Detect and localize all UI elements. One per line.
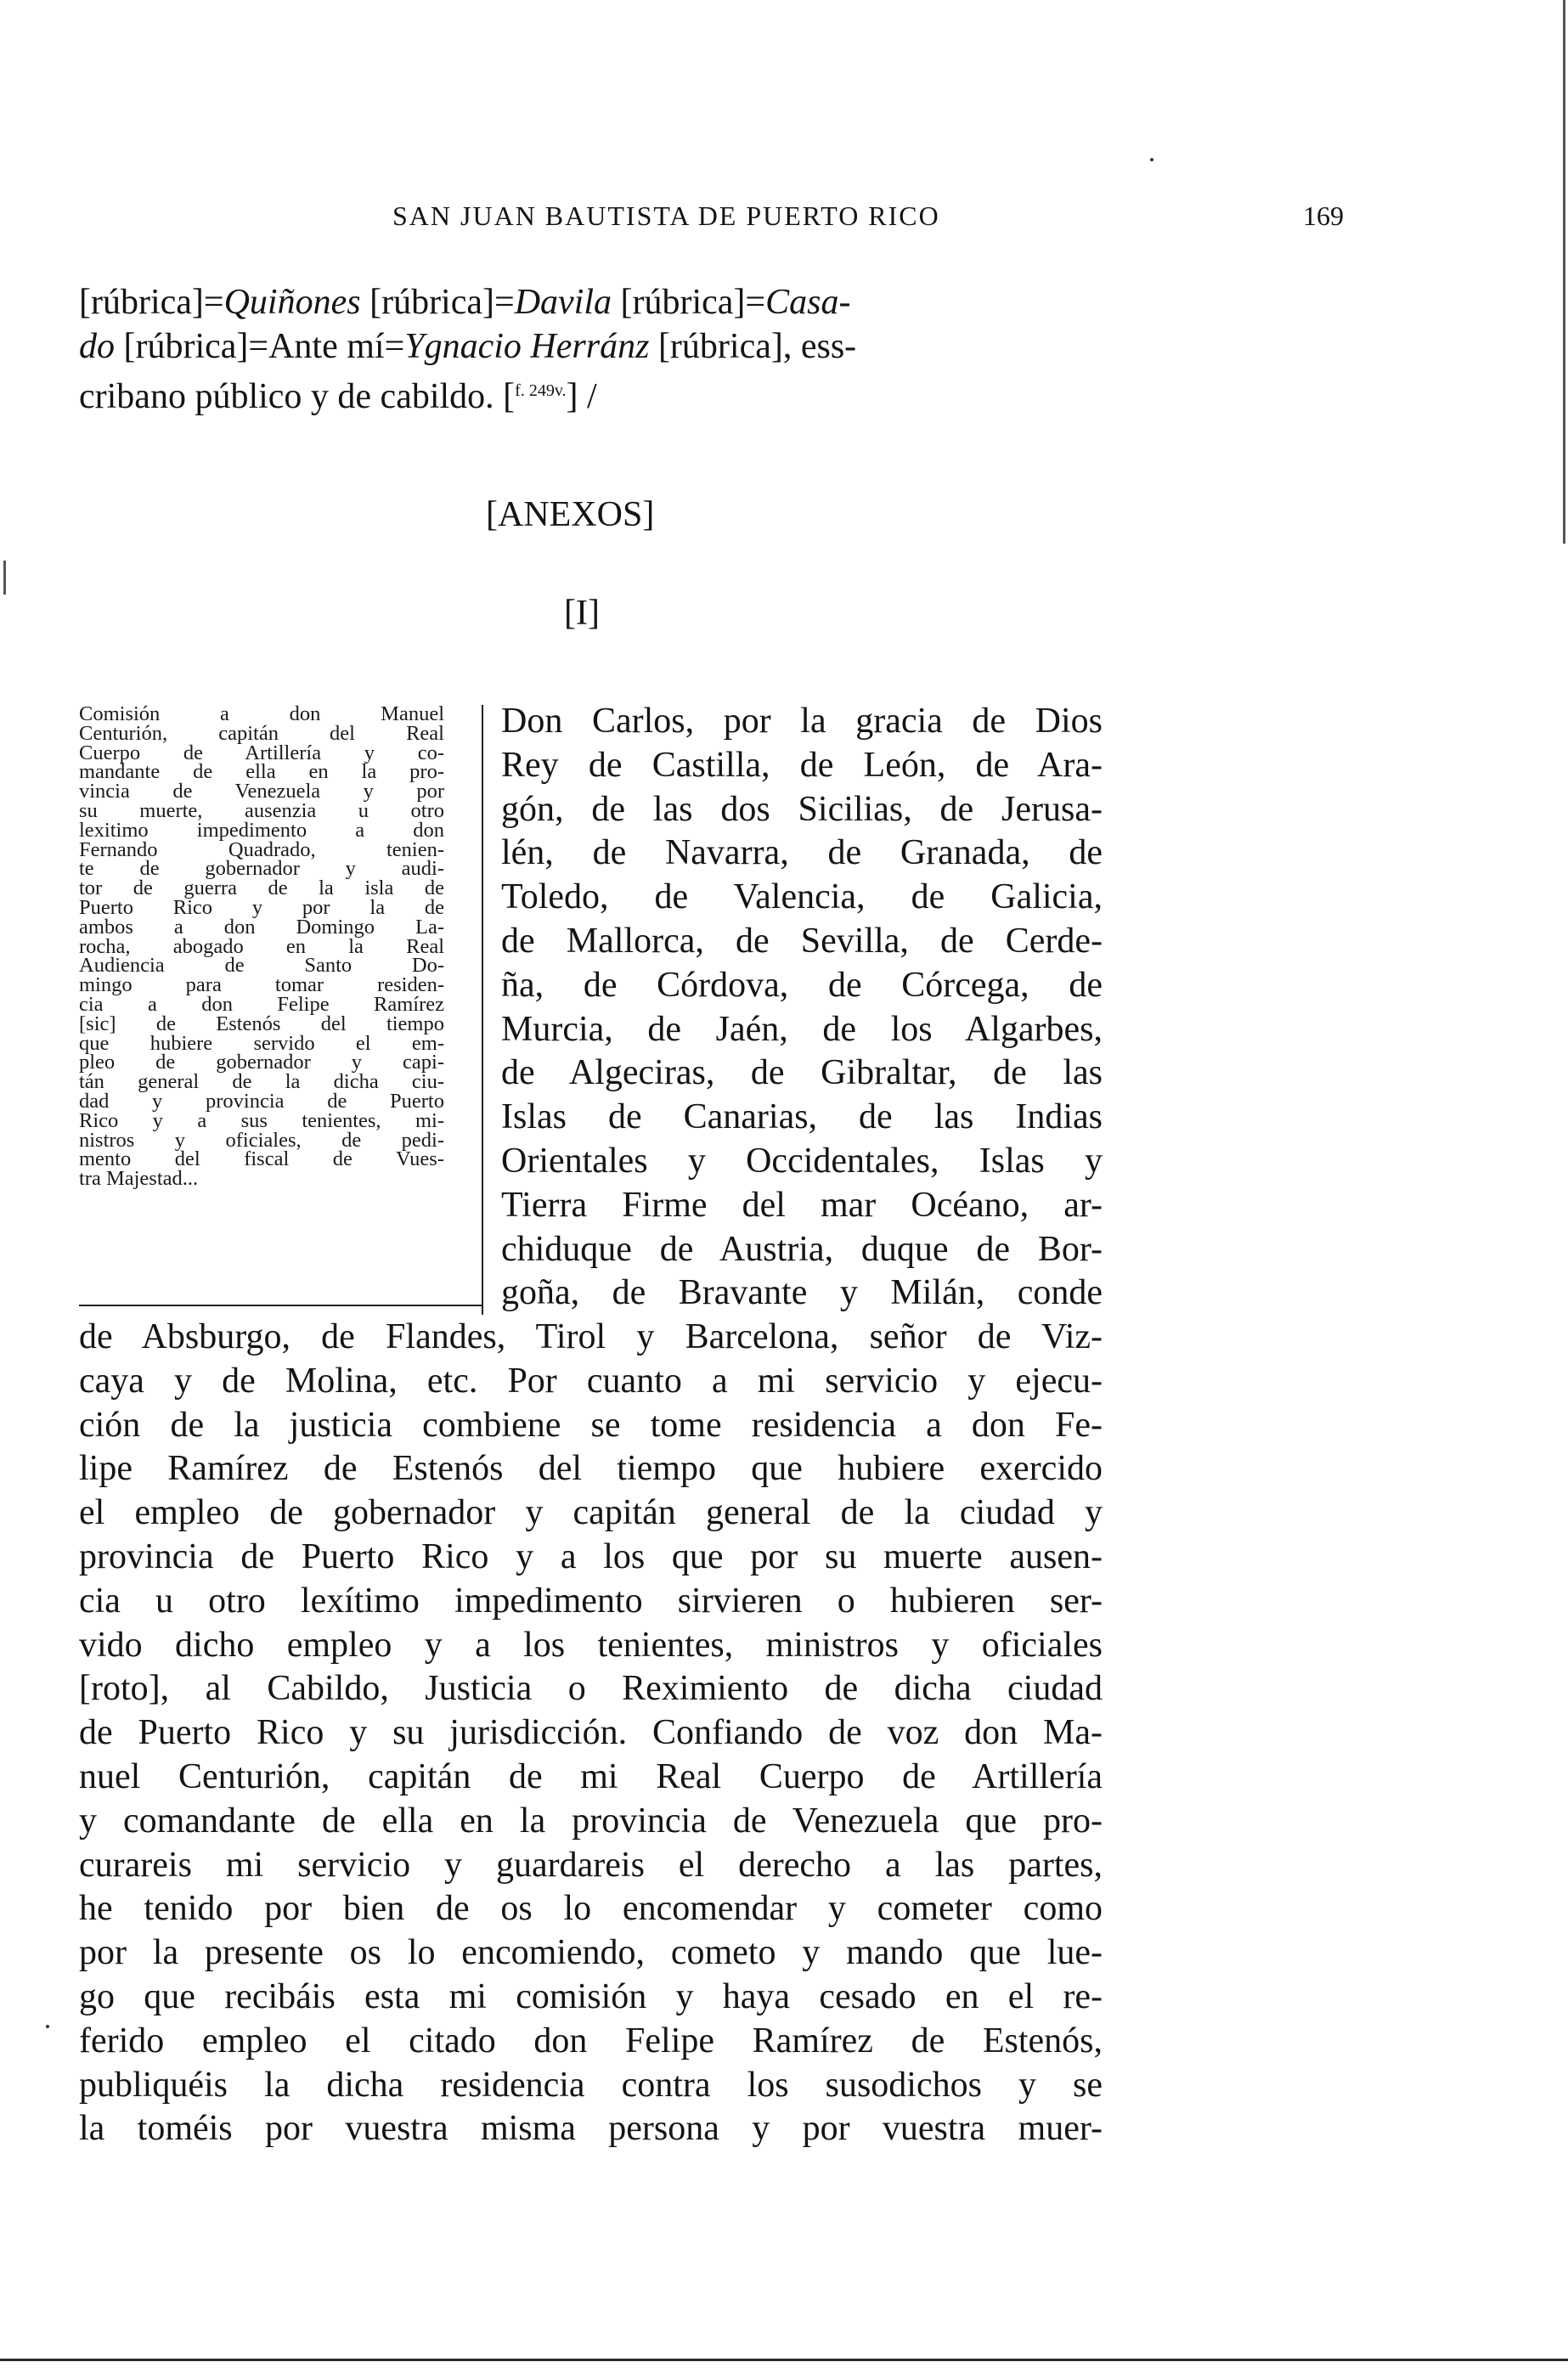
- signature-name: do: [79, 327, 115, 366]
- body-line: provincia de Puerto Rico y a los que por su muerte ausen-: [79, 1537, 1103, 1576]
- annex-number-heading: [I]: [564, 594, 600, 633]
- body-line: lipe Ramírez de Estenós del tiempo que hubiere exercido: [79, 1449, 1103, 1489]
- body-line: Tierra Firme del mar Océano, ar-: [501, 1185, 1103, 1225]
- sidenote-line: mandante de ella en la pro-: [79, 760, 444, 784]
- page-number: 169: [1303, 200, 1344, 231]
- sidenote-line: Cuerpo de Artillería y co-: [79, 741, 444, 764]
- body-line: go que recibáis esta mi comisión y haya cesado en el re-: [79, 1977, 1103, 2016]
- sidenote-line: Centurión, capitán del Real: [79, 721, 444, 745]
- sidenote-line: ambos a don Domingo La-: [79, 915, 444, 939]
- body-line: goña, de Bravante y Milán, conde: [501, 1273, 1103, 1313]
- page-bottom-rule: [0, 2359, 1568, 2361]
- marginal-summary: [79, 702, 444, 1191]
- body-line: publiquéis la dicha residencia contra los susodichos y se: [79, 2065, 1103, 2105]
- margin-dot: [1150, 158, 1153, 161]
- margin-dot: [46, 2025, 49, 2028]
- sidenote-line: mento del fiscal de Vues-: [79, 1147, 444, 1171]
- signature-name: Davila: [514, 283, 612, 322]
- sidenote-line: lexitimo impedimento a don: [79, 818, 444, 842]
- sidenote-line: su muerte, ausenzia u otro: [79, 798, 444, 822]
- body-line: Islas de Canarias, de las Indias: [501, 1097, 1103, 1137]
- sidenote-line: tra Majestad...: [79, 1167, 199, 1191]
- page-edge-mark: [1563, 0, 1565, 544]
- sidenote-line: Puerto Rico y por la de: [79, 895, 444, 919]
- page-edge-mark: [3, 561, 6, 595]
- body-line: ción de la justicia combiene se tome residencia a don Fe-: [79, 1405, 1103, 1445]
- body-line: cia u otro lexítimo impedimento sirvieren o hubieren ser-: [79, 1581, 1103, 1621]
- sidenote-divider: [482, 705, 483, 1315]
- body-line: chiduque de Austria, duque de Bor-: [501, 1229, 1103, 1269]
- annexes-heading: [ANEXOS]: [486, 495, 655, 534]
- sidenote-line: nistros y oficiales, de pedi-: [79, 1128, 444, 1152]
- sidenote-line: que hubiere servido el em-: [79, 1031, 444, 1055]
- sidenote-line: te de gobernador y audi-: [79, 857, 444, 881]
- folio-reference: f. 249v.: [515, 381, 567, 400]
- running-header: SAN JUAN BAUTISTA DE PUERTO RICO: [392, 200, 940, 231]
- opening-line-3: cribano público y de cabildo. [$^{f. 249v.}$] /: [79, 377, 597, 416]
- body-line: gón, de las dos Sicilias, de Jerusa-: [501, 789, 1103, 829]
- sidenote-line: rocha, abogado en la Real: [79, 934, 444, 958]
- body-line: nuel Centurión, capitán de mi Real Cuerpo de Artillería: [79, 1757, 1103, 1796]
- body-line: la toméis por vuestra misma persona y por vuestra muer-: [79, 2109, 1103, 2149]
- body-line: Toledo, de Valencia, de Galicia,: [501, 877, 1103, 917]
- body-line: vido dicho empleo y a los tenientes, ministros y oficiales: [79, 1625, 1103, 1665]
- body-line: Orientales y Occidentales, Islas y: [501, 1142, 1103, 1181]
- body-line: [roto], al Cabildo, Justicia o Reximiento de dicha ciudad: [79, 1669, 1103, 1709]
- body-line: de Mallorca, de Sevilla, de Cerde-: [501, 922, 1103, 961]
- body-line: he tenido por bien de os lo encomendar y cometer como: [79, 1889, 1103, 1929]
- body-line: Murcia, de Jaén, de los Algarbes,: [501, 1009, 1103, 1049]
- sidenote-underline: [79, 1305, 482, 1306]
- signature-name: Ygnacio Herránz: [404, 327, 650, 366]
- sidenote-line: Fernando Quadrado, tenien-: [79, 837, 444, 861]
- signature-name: Casa-: [765, 283, 851, 322]
- body-line: ña, de Córdova, de Córcega, de: [501, 965, 1103, 1005]
- sidenote-line: Audiencia de Santo Do-: [79, 954, 444, 978]
- body-line: Don Carlos, por la gracia de Dios: [501, 702, 1103, 741]
- sidenote-line: Comisión a don Manuel: [79, 702, 444, 725]
- opening-line-1: [rúbrica]=Quiñones [rúbrica]=Davila [rúbrica]=Casa-: [79, 283, 851, 322]
- sidenote-line: Rico y a sus tenientes, mi-: [79, 1108, 444, 1132]
- sidenote-line: tor de guerra de la isla de: [79, 877, 444, 900]
- sidenote-line: mingo para tomar residen-: [79, 973, 444, 997]
- opening-line-2: do [rúbrica]=Ante mí=Ygnacio Herránz [rúbrica], ess-: [79, 327, 857, 366]
- sidenote-line: vincia de Venezuela y por: [79, 780, 444, 803]
- body-line: ferido empleo el citado don Felipe Ramírez de Estenós,: [79, 2021, 1103, 2060]
- body-line: por la presente os lo encomiendo, cometo y mando que lue-: [79, 1933, 1103, 1973]
- body-line: curareis mi servicio y guardareis el derecho a las partes,: [79, 1845, 1103, 1885]
- sidenote-line: dad y provincia de Puerto: [79, 1089, 444, 1113]
- signature-name: Quiñones: [223, 283, 361, 322]
- sidenote-line: [sic] de Estenós del tiempo: [79, 1012, 444, 1035]
- body-line: y comandante de ella en la provincia de Venezuela que pro-: [79, 1801, 1103, 1841]
- body-line: caya y de Molina, etc. Por cuanto a mi servicio y ejecu-: [79, 1361, 1103, 1401]
- body-line: de Absburgo, de Flandes, Tirol y Barcelona, señor de Viz-: [79, 1317, 1103, 1356]
- body-line: lén, de Navarra, de Granada, de: [501, 833, 1103, 873]
- sidenote-line: pleo de gobernador y capi-: [79, 1051, 444, 1074]
- body-line: el empleo de gobernador y capitán general de la ciudad y: [79, 1493, 1103, 1533]
- body-line: Rey de Castilla, de León, de Ara-: [501, 745, 1103, 785]
- sidenote-line: cia a don Felipe Ramírez: [79, 992, 444, 1016]
- body-line: de Puerto Rico y su jurisdicción. Confiando de voz don Ma-: [79, 1713, 1103, 1753]
- body-line: de Algeciras, de Gibraltar, de las: [501, 1053, 1103, 1093]
- sidenote-line: tán general de la dicha ciu-: [79, 1070, 444, 1094]
